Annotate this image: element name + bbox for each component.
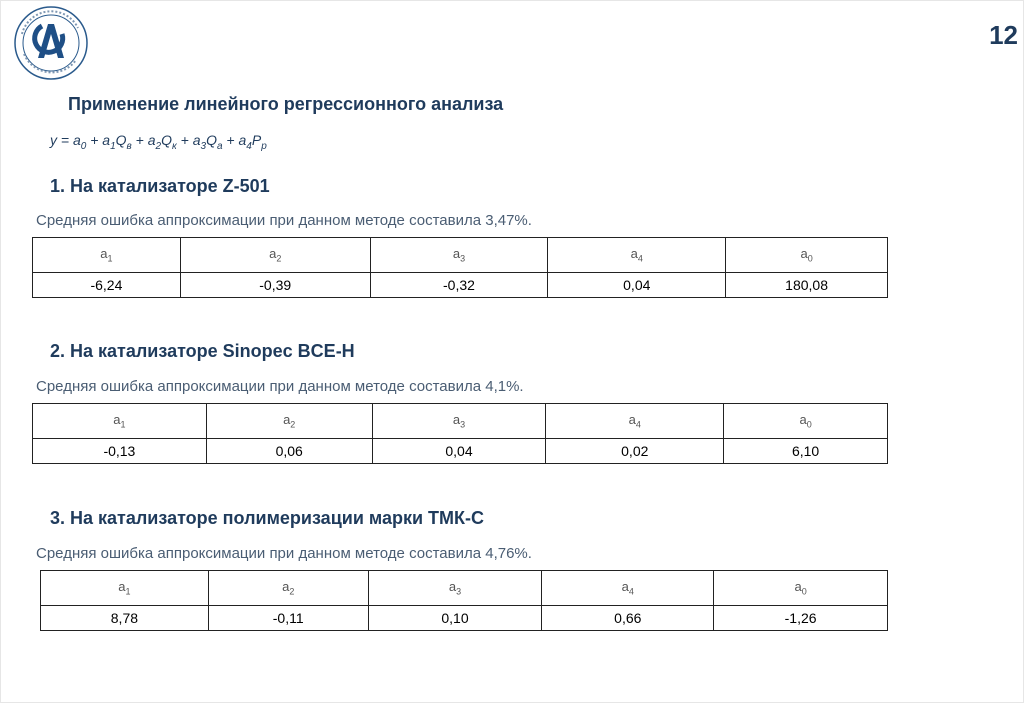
header-cell: $a_2$ (180, 238, 370, 273)
approximation-error-1: Средняя ошибка аппроксимации при данном методе составила 3,47%. (36, 212, 532, 229)
value-cell: 0,10 (368, 606, 542, 631)
value-cell: 6,10 (724, 439, 888, 464)
formula-term: $a_0$ + (72, 132, 103, 152)
section-heading-2: 2. На катализаторе Sinopec BCE-H (50, 341, 355, 361)
value-cell: 0,06 (206, 439, 372, 464)
value-cell: -6,24 (33, 273, 181, 298)
header-cell: $a_0$ (714, 571, 888, 606)
value-cell: -0,13 (33, 439, 207, 464)
value-cell: 180,08 (726, 273, 888, 298)
approximation-error-2: Средняя ошибка аппроксимации при данном методе составила 4,1%. (36, 378, 524, 395)
header-cell: $a_3$ (368, 571, 542, 606)
slide-title: Применение линейного регрессионного анализа (68, 94, 504, 114)
header-cell: $a_2$ (208, 571, 368, 606)
table-header-row (33, 238, 888, 273)
value-cell: -0,39 (180, 273, 370, 298)
section-heading-1: 1. На катализаторе Z-501 (50, 176, 270, 196)
table-row (33, 273, 888, 298)
header-cell: $a_4$ (542, 571, 714, 606)
table-header-row (41, 571, 888, 606)
coefficients-table-2 (32, 403, 888, 464)
university-emblem-icon (12, 4, 90, 82)
regression-formula (50, 132, 267, 152)
header-cell: $a_2$ (206, 404, 372, 439)
formula-y: y (50, 132, 57, 148)
header-cell: $a_4$ (548, 238, 726, 273)
value-cell: 0,04 (548, 273, 726, 298)
approximation-error-3: Средняя ошибка аппроксимации при данном методе составила 4,76%. (36, 545, 532, 562)
section-heading-3: 3. На катализаторе полимеризации марки ТМК-С (50, 508, 485, 528)
formula-term: $a_2Q_к$ + (147, 132, 193, 152)
value-cell: -1,26 (714, 606, 888, 631)
formula-eq: = (57, 132, 73, 148)
formula-term: $a_4P_р$ (238, 132, 267, 152)
coefficients-table-3 (40, 570, 888, 631)
header-cell: $a_3$ (372, 404, 546, 439)
page-number: 12 (989, 20, 1018, 50)
header-cell: $a_0$ (726, 238, 888, 273)
value-cell: 8,78 (41, 606, 209, 631)
header-cell: $a_3$ (370, 238, 548, 273)
value-cell: 0,02 (546, 439, 724, 464)
header-cell: $a_4$ (546, 404, 724, 439)
header-cell: $a_1$ (33, 404, 207, 439)
table-row (33, 439, 888, 464)
formula-term: $a_1Q_в$ + (102, 132, 148, 152)
table-header-row (33, 404, 888, 439)
header-cell: $a_1$ (33, 238, 181, 273)
value-cell: 0,04 (372, 439, 546, 464)
formula-term: $a_3Q_а$ + (192, 132, 239, 152)
header-cell: $a_0$ (724, 404, 888, 439)
coefficients-table-1 (32, 237, 888, 298)
value-cell: -0,11 (208, 606, 368, 631)
header-cell: $a_1$ (41, 571, 209, 606)
table-row (41, 606, 888, 631)
value-cell: -0,32 (370, 273, 548, 298)
value-cell: 0,66 (542, 606, 714, 631)
